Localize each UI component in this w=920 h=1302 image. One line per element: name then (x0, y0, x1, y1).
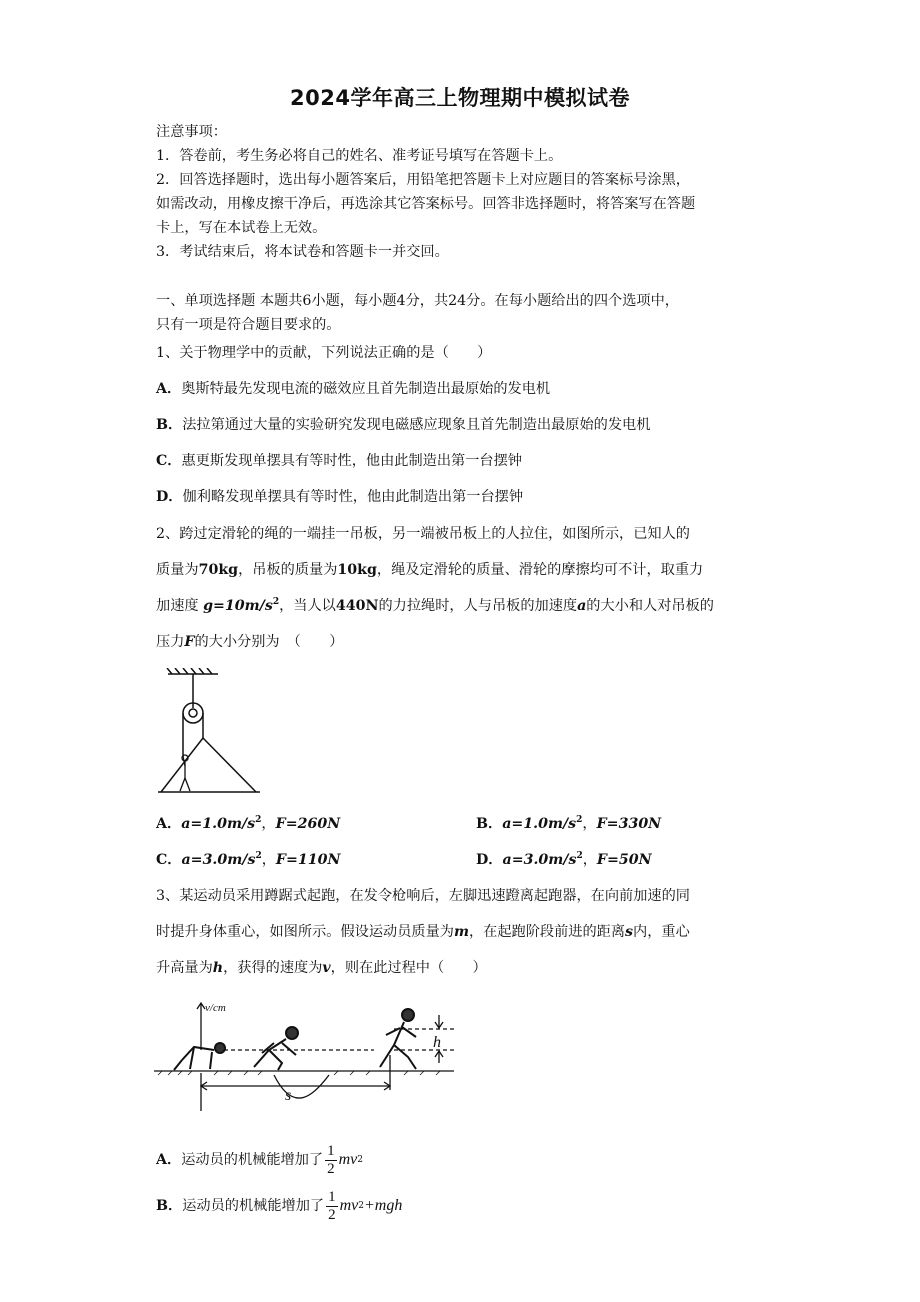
q2-option-d: D．$a=3.0m/s^2$，F=50N (476, 851, 652, 868)
q3-option-b: B． 运动员的机械能增加了 $\frac{1}{2}$ mv 2 +mgh (156, 1188, 403, 1223)
q2-stem-line2: 质量为70kg，吊板的质量为10kg，绳及定滑轮的质量、滑轮的摩擦均可不计，取重力 (156, 562, 704, 578)
q2-stem-line4: 压力F的大小分别为 （ ） (156, 634, 344, 650)
distance-label: s (285, 1087, 292, 1104)
q3-stem-line1: 3、某运动员采用蹲踞式起跑，在发令枪响后，左脚迅速蹬离起跑器，在向前加速的同 (156, 888, 690, 904)
q1-option-d: D．伽利略发现单摆具有等时性，他由此制造出第一台摆钟 (156, 489, 524, 505)
notice-item-2: 2．回答选择题时，选出每小题答案后，用铅笔把答题卡上对应题目的答案标号涂黑， (156, 172, 690, 188)
notice-item-1: 1．答卷前，考生务必将自己的姓名、准考证号填写在答题卡上。 (156, 148, 563, 164)
pulley-figure (156, 668, 266, 798)
q1-option-c: C．惠更斯发现单摆具有等时性，他由此制造出第一台摆钟 (156, 453, 522, 469)
notice-item-2-cont2: 卡上，写在本试卷上无效。 (156, 220, 327, 236)
notice-item-3: 3．考试结束后，将本试卷和答题卡一并交回。 (156, 244, 449, 260)
q1-stem: 1、关于物理学中的贡献，下列说法正确的是（ ） (156, 345, 492, 361)
q2-stem-line3: 加速度 $g=10m/s^2$，当人以440N的力拉绳时，人与吊板的加速度a的大小和人对吊板的 (156, 597, 714, 614)
q1-option-a: A．奥斯特最先发现电流的磁效应且首先制造出最原始的发电机 (156, 381, 551, 397)
runner-crouch-icon (174, 1043, 225, 1070)
section-heading: 一、单项选择题 本题共6小题，每小题4分，共24分。在每小题给出的四个选项中， (156, 293, 679, 309)
q2-option-a: A．$a=1.0m/s^2$，F=260N (156, 815, 341, 832)
person-icon (180, 755, 190, 791)
runner-upright-icon (380, 1009, 416, 1069)
q2-option-c: C．$a=3.0m/s^2$，F=110N (156, 851, 341, 868)
page-title: 2024学年高三上物理期中模拟试卷 (290, 86, 630, 110)
runner-stride-icon (254, 1027, 298, 1070)
notice-heading: 注意事项： (156, 124, 227, 140)
q1-option-b: B．法拉第通过大量的实验研究发现电磁感应现象且首先制造出最原始的发电机 (156, 417, 651, 433)
q3-stem-line2: 时提升身体重心，如图所示。假设运动员质量为m，在起跑阶段前进的距离s内，重心 (156, 924, 690, 940)
q2-option-b: B．$a=1.0m/s^2$，F=330N (476, 815, 662, 832)
notice-item-2-cont: 如需改动，用橡皮擦干净后，再选涂其它答案标号。回答非选择题时，将答案写在答题 (156, 196, 696, 212)
q3-stem-line3: 升高量为h，获得的速度为v，则在此过程中（ ） (156, 960, 487, 976)
section-heading-cont: 只有一项是符合题目要求的。 (156, 317, 341, 333)
q2-stem-line1: 2、跨过定滑轮的绳的一端挂一吊板，另一端被吊板上的人拉住，如图所示，已知人的 (156, 526, 690, 542)
q3-option-a: A． 运动员的机械能增加了 $\frac{1}{2}$ mv 2 (156, 1142, 363, 1177)
height-label: h (433, 1034, 441, 1051)
sprinter-figure (154, 995, 459, 1115)
axis-label: v/cm (205, 1002, 226, 1014)
